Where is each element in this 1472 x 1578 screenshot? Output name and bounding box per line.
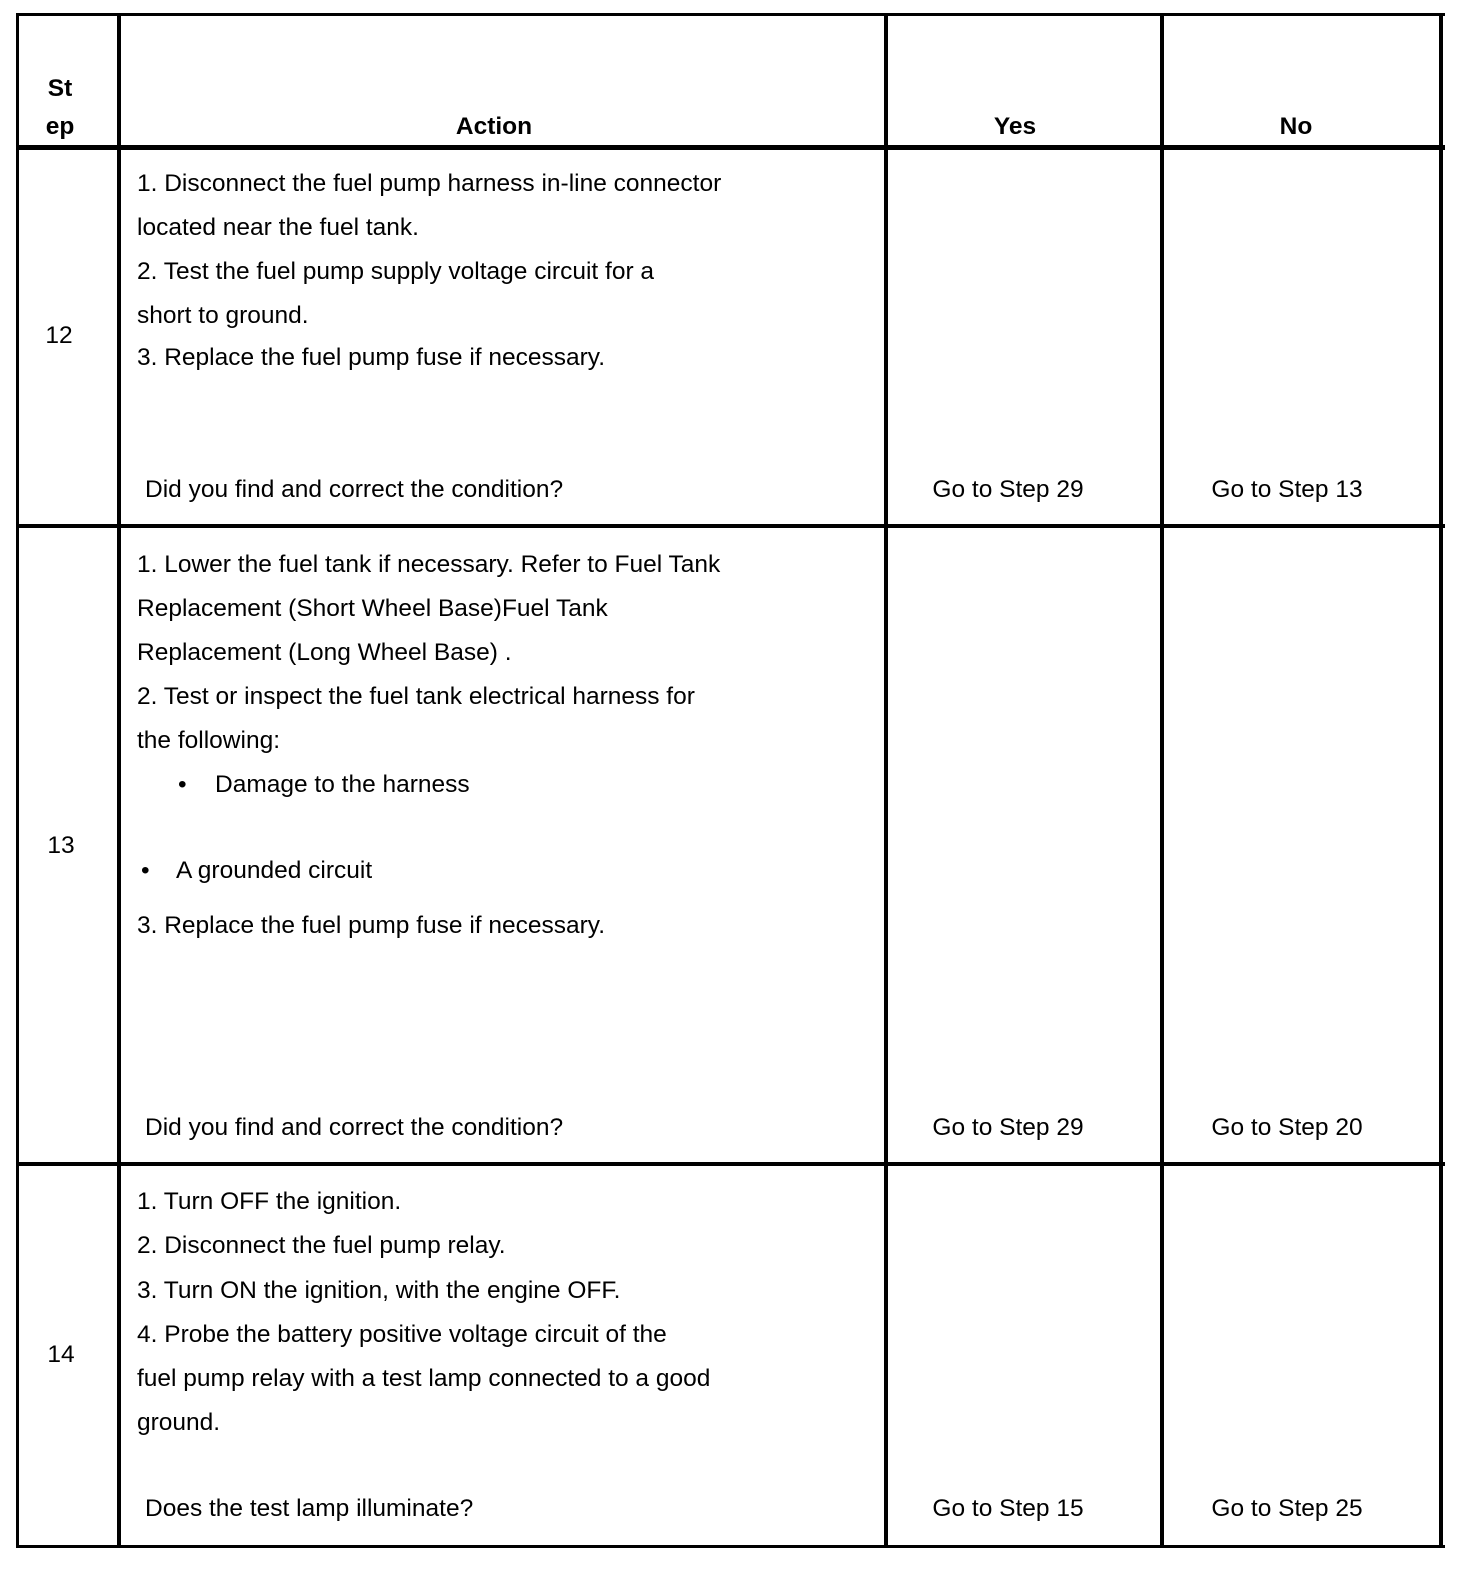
action-line: 3. Replace the fuel pump fuse if necessary. xyxy=(137,912,606,939)
action-line: ground. xyxy=(137,1409,221,1436)
column-divider-action xyxy=(884,13,888,1548)
question: Did you find and correct the condition? xyxy=(145,476,564,503)
row-divider-12-13 xyxy=(16,524,1445,528)
header-no: No xyxy=(1279,113,1313,140)
action-line: 3. Turn ON the ignition, with the engine OFF. xyxy=(137,1277,621,1304)
action-line: located near the fuel tank. xyxy=(137,214,419,241)
action-line: 1. Disconnect the fuel pump harness in-line connector xyxy=(137,170,722,197)
action-line: 1. Turn OFF the ignition. xyxy=(137,1188,402,1215)
action-line: Replacement (Long Wheel Base) . xyxy=(137,639,512,666)
step-number: 14 xyxy=(47,1341,75,1368)
action-line: Damage to the harness xyxy=(215,771,470,798)
yes-result: Go to Step 15 xyxy=(932,1495,1084,1522)
no-result: Go to Step 25 xyxy=(1211,1495,1363,1522)
header-step-line2: ep xyxy=(45,113,75,140)
bullet: • xyxy=(178,771,187,798)
action-line: fuel pump relay with a test lamp connected to a good xyxy=(137,1365,711,1392)
table-border-left xyxy=(16,13,19,1548)
action-line: 2. Test the fuel pump supply voltage circuit for a xyxy=(137,258,655,285)
column-divider-yes xyxy=(1160,13,1164,1548)
action-line: short to ground. xyxy=(137,302,309,329)
question: Did you find and correct the condition? xyxy=(145,1114,564,1141)
header-yes: Yes xyxy=(993,113,1037,140)
action-line: 4. Probe the battery positive voltage circuit of the xyxy=(137,1321,667,1348)
column-divider-step xyxy=(117,13,121,1548)
action-line: 2. Test or inspect the fuel tank electrical harness for xyxy=(137,683,695,710)
yes-result: Go to Step 29 xyxy=(932,476,1084,503)
action-line: 2. Disconnect the fuel pump relay. xyxy=(137,1232,506,1259)
bullet: • xyxy=(141,857,150,884)
question: Does the test lamp illuminate? xyxy=(145,1495,474,1522)
header-step-line1: St xyxy=(47,75,73,102)
action-line: the following: xyxy=(137,727,281,754)
table-border-right xyxy=(1439,13,1443,1548)
step-number: 13 xyxy=(47,832,75,859)
yes-result: Go to Step 29 xyxy=(932,1114,1084,1141)
step-number: 12 xyxy=(45,322,73,349)
header-divider xyxy=(16,145,1445,150)
action-line: Replacement (Short Wheel Base)Fuel Tank xyxy=(137,595,608,622)
action-line: A grounded circuit xyxy=(176,857,373,884)
no-result: Go to Step 20 xyxy=(1211,1114,1363,1141)
action-line: 3. Replace the fuel pump fuse if necessary. xyxy=(137,344,606,371)
row-divider-13-14 xyxy=(16,1162,1445,1166)
action-line: 1. Lower the fuel tank if necessary. Refer to Fuel Tank xyxy=(137,551,721,578)
header-action: Action xyxy=(455,113,533,140)
no-result: Go to Step 13 xyxy=(1211,476,1363,503)
table-border-top xyxy=(16,13,1445,16)
table-border-bottom xyxy=(18,1545,1445,1548)
